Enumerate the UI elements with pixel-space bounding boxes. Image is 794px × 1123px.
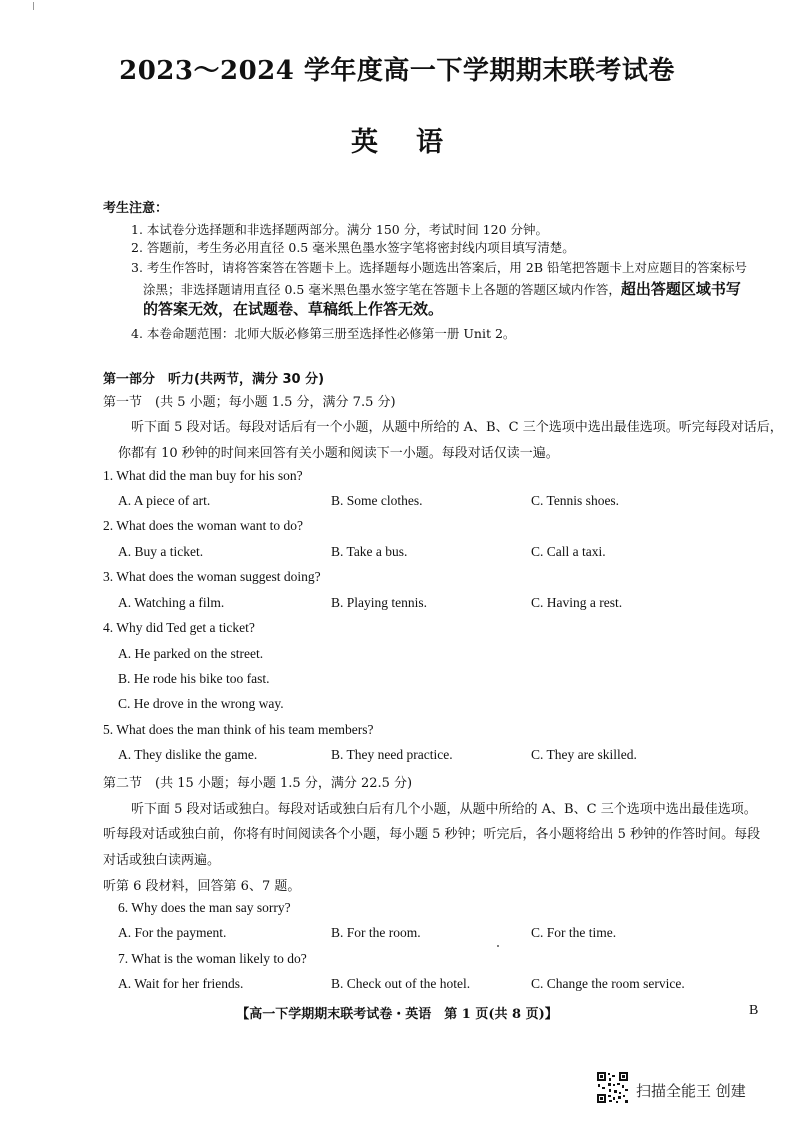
question-1: 1. What did the man buy for his son? <box>103 468 303 483</box>
exam-title: 2023～2024 学年度高一下学期期末联考试卷 <box>119 56 675 86</box>
q7-option-b: B. Check out of the hotel. <box>331 976 471 991</box>
stray-dot <box>497 945 499 947</box>
notice-heading: 考生注意： <box>103 201 169 216</box>
notice-item-3-line2-bold: 超出答题区域书写 <box>620 280 741 298</box>
q6-option-b: B. For the room. <box>331 925 421 940</box>
question-5: 5. What does the man think of his team members? <box>103 722 374 737</box>
q5-option-c: C. They are skilled. <box>531 747 637 762</box>
question-4: 4. Why did Ted get a ticket? <box>103 620 255 635</box>
section2-heading: 第二节 (共 15 小题；每小题 1.5 分，满分 22.5 分) <box>103 776 413 791</box>
q3-option-c: C. Having a rest. <box>531 595 623 610</box>
question-3: 3. What does the woman suggest doing? <box>103 569 321 584</box>
part1-heading: 第一部分 听力(共两节，满分 30 分) <box>103 372 325 387</box>
q2-option-c: C. Call a taxi. <box>531 544 606 559</box>
q4-option-a: A. He parked on the street. <box>118 646 264 661</box>
q7-option-a: A. Wait for her friends. <box>118 976 244 991</box>
notice-item-1: 1. 本试卷分选择题和非选择题两部分。满分 150 分，考试时间 120 分钟。 <box>131 222 549 237</box>
q1-option-a: A. A piece of art. <box>118 493 211 508</box>
material-6-instruction: 听第 6 段材料，回答第 6、7 题。 <box>103 879 301 894</box>
q2-option-b: B. Take a bus. <box>331 544 408 559</box>
q1-option-c: C. Tennis shoes. <box>531 493 620 508</box>
q7-option-c: C. Change the room service. <box>531 976 685 991</box>
notice-item-2: 2. 答题前，考生务必用直径 0.5 毫米黑色墨水签字笔将密封线内项目填写清楚。 <box>131 240 575 255</box>
notice-item-4: 4. 本卷命题范围：北师大版必修第三册至选择性必修第一册 Unit 2。 <box>131 326 516 341</box>
section1-heading: 第一节 (共 5 小题；每小题 1.5 分，满分 7.5 分) <box>103 395 396 410</box>
question-7: 7. What is the woman likely to do? <box>118 951 307 966</box>
notice-item-3-line2-text: 涂黑；非选择题请用直径 0.5 毫米黑色墨水签字笔在答题卡上各题的答题区域内作答， <box>143 282 621 297</box>
q2-option-a: A. Buy a ticket. <box>118 544 204 559</box>
scanner-watermark: 扫描全能王 创建 <box>636 1082 746 1100</box>
notice-item-3-line3: 的答案无效，在试题卷、草稿纸上作答无效。 <box>143 300 444 318</box>
qr-code-icon <box>596 1071 629 1104</box>
q4-option-b: B. He rode his bike too fast. <box>118 671 270 686</box>
section2-instruction-2: 听每段对话或独白前，你将有时间阅读各个小题，每小题 5 秒钟；听完后，各小题将给出 5 秒钟的作答时间。每段 <box>103 827 761 842</box>
question-2: 2. What does the woman want to do? <box>103 518 303 533</box>
q5-option-a: A. They dislike the game. <box>118 747 258 762</box>
q3-option-a: A. Watching a film. <box>118 595 225 610</box>
q6-option-a: A. For the payment. <box>118 925 227 940</box>
paper-code: B <box>749 1003 759 1018</box>
question-6: 6. Why does the man say sorry? <box>118 900 291 915</box>
q5-option-b: B. They need practice. <box>331 747 453 762</box>
q1-option-b: B. Some clothes. <box>331 493 423 508</box>
section1-instruction-2: 你都有 10 秒钟的时间来回答有关小题和阅读下一小题。每段对话仅读一遍。 <box>118 446 559 461</box>
subject-title: 英语 <box>351 127 481 158</box>
section2-instruction-3: 对话或独白读两遍。 <box>103 853 221 868</box>
section1-instruction-1: 听下面 5 段对话。每段对话后有一个小题，从题中所给的 A、B、C 三个选项中选出最佳选项。听完每段对话后， <box>131 420 783 435</box>
notice-item-3: 3. 考生作答时，请将答案答在答题卡上。选择题每小题选出答案后，用 2B 铅笔把答题卡上对应题目的答案标号 <box>131 260 747 275</box>
q4-option-c: C. He drove in the wrong way. <box>118 696 284 711</box>
q6-option-c: C. For the time. <box>531 925 617 940</box>
page-footer: 【高一下学期期末联考试卷・英语 第 1 页(共 8 页)】 <box>236 1007 558 1022</box>
edge-tick <box>33 2 34 10</box>
notice-item-3-line2 <box>143 278 741 299</box>
q3-option-b: B. Playing tennis. <box>331 595 428 610</box>
section2-instruction-1: 听下面 5 段对话或独白。每段对话或独白后有几个小题，从题中所给的 A、B、C 三个选项中选出最佳选项。 <box>131 802 757 817</box>
